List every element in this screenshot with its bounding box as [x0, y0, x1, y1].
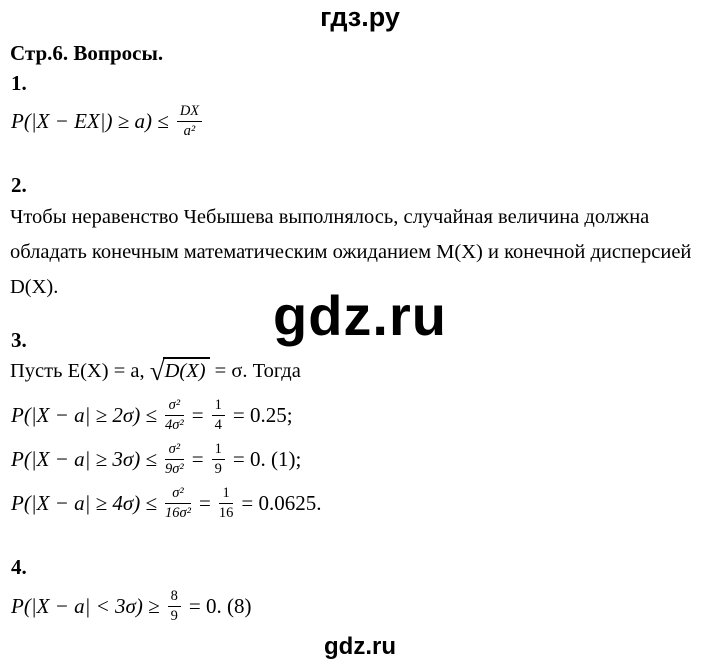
- section-3-number: 3.: [11, 328, 27, 352]
- sqrt-expression: [149, 356, 210, 386]
- radical-sign: √: [149, 356, 165, 386]
- formula-result: = 0.25;: [232, 402, 293, 427]
- formula-result: = 0. (8): [188, 593, 252, 618]
- fraction-numerator: σ²: [165, 485, 191, 504]
- watermark-logo: gdz.ru: [273, 284, 447, 347]
- section-1-number: 1.: [11, 71, 27, 95]
- formula-lhs: P(|X − a| ≥ 4σ) ≤: [11, 490, 158, 515]
- fraction-denominator: 4: [214, 416, 222, 433]
- probability-bound-formula-2sigma: [11, 394, 293, 436]
- answer-text-line: обладать конечным математическим ожиданием M(X) и конечной дисперсией: [10, 241, 692, 263]
- site-logo-header: гдз.ру: [320, 2, 400, 32]
- formula-1-fraction: [177, 103, 202, 139]
- equals-sign: =: [191, 402, 204, 427]
- intro-text-pre: Пусть E(X) = a,: [10, 360, 150, 382]
- sigma-fraction: [165, 441, 184, 477]
- formula-result: = 0. (1);: [232, 446, 302, 471]
- sigma-fraction: [165, 397, 184, 433]
- sqrt-radicand: D(X): [163, 357, 210, 383]
- fraction-numerator: 1: [212, 441, 225, 460]
- formula-lhs: P(|X − a| < 3σ) ≥: [11, 593, 160, 618]
- formula-result: = 0.0625.: [241, 490, 322, 515]
- section-3-intro: [10, 357, 301, 385]
- fraction-numerator: σ²: [165, 397, 184, 416]
- numeric-fraction: [212, 441, 225, 477]
- answer-text-line: Чтобы неравенство Чебышева выполнялось, случайная величина должна: [10, 206, 650, 228]
- fraction-numerator: 1: [212, 397, 225, 416]
- equals-sign: =: [199, 490, 211, 515]
- sigma-fraction: [165, 485, 191, 521]
- equals-sign: =: [191, 446, 204, 471]
- fraction-denominator: 16: [218, 504, 234, 521]
- fraction-denominator: 9σ²: [165, 460, 184, 477]
- formula-lhs: P(|X − a| ≥ 3σ) ≤: [11, 446, 158, 471]
- fraction-denominator: 16σ²: [165, 504, 192, 521]
- chebyshev-inequality-formula: [11, 100, 202, 142]
- fraction-denominator: a²: [183, 122, 196, 139]
- fraction-denominator: 9: [214, 460, 222, 477]
- page-title: Стр.6. Вопросы.: [10, 41, 164, 65]
- formula-lhs: P(|X − a| ≥ 2σ) ≤: [11, 402, 158, 427]
- probability-bound-formula-4sigma: [11, 482, 321, 524]
- intro-text-post: = σ. Тогда: [209, 360, 301, 382]
- numeric-fraction: [168, 588, 181, 624]
- answer-text-line: D(X).: [10, 276, 59, 298]
- section-4-number: 4.: [11, 555, 27, 579]
- section-2-number: 2.: [11, 173, 27, 197]
- fraction-denominator: 9: [170, 607, 178, 624]
- numeric-fraction: [219, 485, 234, 521]
- fraction-numerator: 1: [219, 485, 234, 504]
- numeric-fraction: [212, 397, 225, 433]
- fraction-numerator: DX: [177, 103, 202, 122]
- fraction-denominator: 4σ²: [165, 416, 184, 433]
- probability-bound-formula-3sigma: [11, 438, 301, 480]
- probability-bound-formula-section4: [11, 585, 252, 627]
- fraction-numerator: 8: [168, 588, 181, 607]
- formula-1-lhs: P(|X − EX|) ≥ a) ≤: [11, 108, 169, 133]
- site-logo-footer: gdz.ru: [324, 633, 396, 660]
- fraction-numerator: σ²: [165, 441, 184, 460]
